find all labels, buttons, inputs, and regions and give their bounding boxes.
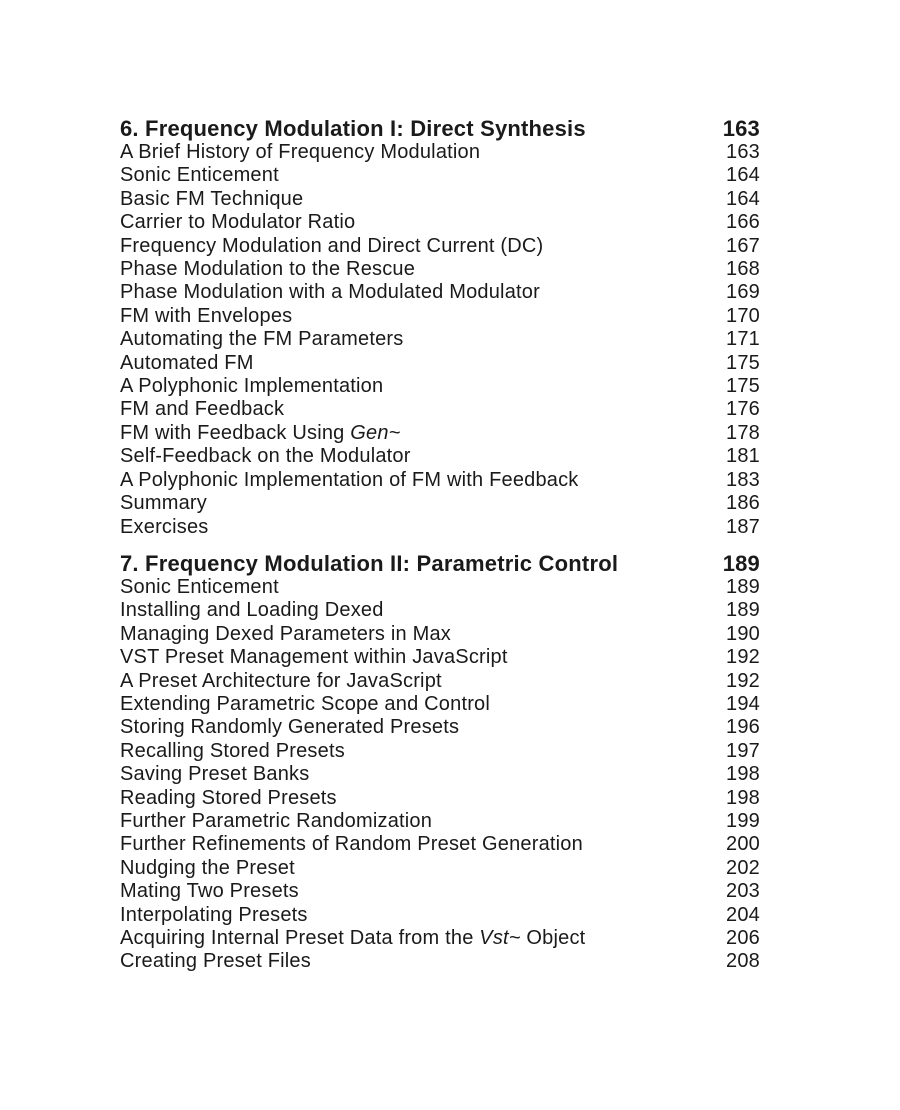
entry-title [120, 422, 401, 445]
toc-entry [120, 740, 760, 763]
chapter-heading [120, 551, 760, 576]
entry-text: Basic FM Technique [120, 187, 304, 210]
entry-italic-text: Vst~ [479, 927, 521, 949]
entry-text: Acquiring Internal Preset Data from the [120, 927, 480, 949]
entry-page: 203 [726, 880, 760, 903]
entry-page: 198 [726, 763, 760, 786]
entry-page: 199 [726, 809, 760, 832]
entry-page: 176 [726, 398, 760, 421]
entry-page: 206 [726, 927, 760, 949]
entry-title [120, 492, 207, 515]
entry-page: 183 [726, 468, 760, 491]
entry-title [120, 516, 209, 539]
entry-page: 181 [726, 445, 760, 468]
entry-page: 171 [726, 328, 760, 351]
entry-text: Exercises [120, 515, 209, 538]
entry-title [120, 445, 411, 468]
toc-entry [120, 445, 760, 468]
entry-text: Creating Preset Files [120, 950, 311, 973]
entry-page: 175 [726, 351, 760, 374]
entry-text: Further Refinements of Random Preset Generation [120, 833, 583, 856]
toc-entry [120, 398, 760, 421]
entry-title [120, 904, 308, 927]
entry-page: 163 [726, 141, 760, 163]
entry-text: Managing Dexed Parameters in Max [120, 622, 451, 645]
entry-text: Automated FM [120, 351, 254, 374]
entry-text: Sonic Enticement [120, 164, 279, 187]
entry-title [120, 880, 299, 903]
entry-text: Nudging the Preset [120, 856, 295, 879]
entry-title [120, 716, 459, 739]
entry-page: 168 [726, 258, 760, 281]
entry-title [120, 950, 311, 973]
entry-title [120, 670, 442, 693]
entry-title [120, 576, 279, 599]
toc-entry [120, 352, 760, 375]
entry-title [120, 211, 355, 234]
entry-title [120, 398, 284, 421]
entry-text: Frequency Modulation and Direct Current (DC) [120, 234, 544, 257]
toc-entry [120, 141, 760, 164]
toc-entry [120, 763, 760, 786]
toc-entry [120, 646, 760, 669]
toc-entry [120, 375, 760, 398]
entry-text: Mating Two Presets [120, 880, 299, 903]
entry-text: Saving Preset Banks [120, 763, 310, 786]
entry-page: 200 [726, 833, 760, 856]
entry-page: 198 [726, 786, 760, 809]
entry-page: 192 [726, 669, 760, 692]
entry-text: Installing and Loading Dexed [120, 599, 384, 622]
toc-entry [120, 211, 760, 234]
entry-text: FM with Feedback Using [120, 421, 351, 444]
entry-title [120, 305, 292, 328]
entry-page: 164 [726, 164, 760, 187]
toc-entry [120, 927, 760, 950]
entry-title [120, 235, 543, 258]
entry-text: A Brief History of Frequency Modulation [120, 141, 481, 163]
entry-text: FM with Envelopes [120, 304, 293, 327]
toc-entry [120, 516, 760, 539]
entry-title [120, 281, 540, 304]
entry-text: VST Preset Management within JavaScript [120, 646, 508, 669]
toc-entry [120, 693, 760, 716]
entry-text: Interpolating Presets [120, 903, 308, 926]
entry-title [120, 810, 432, 833]
toc-entry [120, 880, 760, 903]
entry-title [120, 469, 579, 492]
toc-entry [120, 787, 760, 810]
entry-page: 187 [726, 515, 760, 538]
entry-text: Sonic Enticement [120, 575, 279, 598]
entry-text: Storing Randomly Generated Presets [120, 716, 460, 739]
entry-title [120, 141, 480, 164]
toc-entry [120, 164, 760, 187]
entry-page: 166 [726, 211, 760, 234]
entry-title [120, 375, 383, 398]
toc-entry [120, 492, 760, 515]
toc-entry [120, 235, 760, 258]
chapter-page: 189 [722, 550, 760, 576]
toc-entry [120, 670, 760, 693]
entry-page: 167 [726, 234, 760, 257]
entry-title [120, 328, 404, 351]
toc-entry [120, 422, 760, 445]
entry-text-after: Object [520, 927, 586, 949]
entry-title [120, 599, 384, 622]
entry-text: Phase Modulation with a Modulated Modulator [120, 281, 540, 304]
entry-page: 189 [726, 599, 760, 622]
toc-entry [120, 188, 760, 211]
entry-title [120, 763, 309, 786]
entry-page: 196 [726, 716, 760, 739]
chapter-title: 7. Frequency Modulation II: Parametric Control [120, 550, 619, 576]
entry-title [120, 623, 451, 646]
toc-entry [120, 469, 760, 492]
entry-text: FM and Feedback [120, 398, 285, 421]
entry-text: Carrier to Modulator Ratio [120, 211, 356, 234]
toc-entry [120, 576, 760, 599]
entry-page: 192 [726, 646, 760, 669]
toc-entry [120, 623, 760, 646]
chapter-heading [120, 116, 760, 141]
entry-text: Summary [120, 492, 207, 515]
entry-title [120, 833, 583, 856]
toc-entry [120, 904, 760, 927]
entry-page: 202 [726, 856, 760, 879]
entry-title [120, 646, 508, 669]
entry-title [120, 164, 279, 187]
toc-entry [120, 810, 760, 833]
entry-page: 197 [726, 739, 760, 762]
toc-entry [120, 716, 760, 739]
entry-page: 170 [726, 304, 760, 327]
entry-title [120, 352, 254, 375]
toc-entry [120, 950, 760, 973]
entry-italic-text: Gen~ [350, 421, 401, 444]
entry-text: Automating the FM Parameters [120, 328, 404, 351]
entry-page: 164 [726, 187, 760, 210]
entry-text: Recalling Stored Presets [120, 739, 345, 762]
toc-entry [120, 857, 760, 880]
entry-text: Self-Feedback on the Modulator [120, 445, 411, 468]
chapter-section [120, 116, 760, 539]
entry-title [120, 188, 303, 211]
entry-page: 169 [726, 281, 760, 304]
entry-title [120, 693, 490, 716]
entry-page: 186 [726, 492, 760, 515]
toc-entry [120, 258, 760, 281]
toc-entry [120, 599, 760, 622]
table-of-contents [120, 116, 760, 986]
toc-entry [120, 281, 760, 304]
entry-page: 178 [726, 421, 760, 444]
entry-page: 194 [726, 692, 760, 715]
entry-text: A Polyphonic Implementation of FM with Feedback [120, 468, 579, 491]
entry-title [120, 740, 345, 763]
entry-page: 204 [726, 903, 760, 926]
chapter-title: 6. Frequency Modulation I: Direct Synthesis [120, 116, 586, 141]
toc-entry [120, 305, 760, 328]
entry-title [120, 258, 415, 281]
chapter-section [120, 551, 760, 974]
toc-entry [120, 833, 760, 856]
entry-title [120, 927, 585, 950]
chapter-page: 163 [722, 116, 760, 141]
entry-title [120, 857, 295, 880]
toc-entry [120, 328, 760, 351]
entry-page: 208 [726, 950, 760, 973]
entry-text: A Polyphonic Implementation [120, 375, 384, 398]
entry-text: Further Parametric Randomization [120, 809, 433, 832]
entry-text: Reading Stored Presets [120, 786, 337, 809]
entry-page: 190 [726, 622, 760, 645]
entry-text: Extending Parametric Scope and Control [120, 692, 491, 715]
entry-text: Phase Modulation to the Rescue [120, 258, 416, 281]
entry-page: 189 [726, 575, 760, 598]
entry-title [120, 787, 337, 810]
entry-page: 175 [726, 375, 760, 398]
entry-text: A Preset Architecture for JavaScript [120, 669, 442, 692]
